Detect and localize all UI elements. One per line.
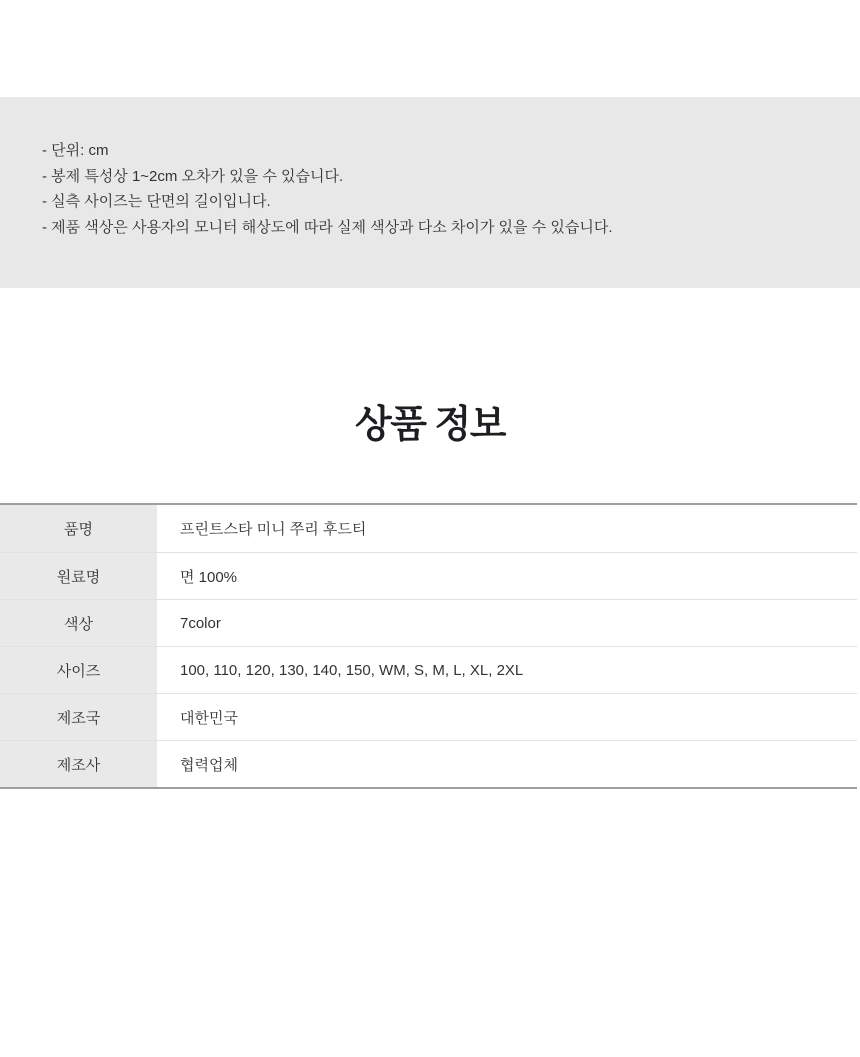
notice-line: - 봉제 특성상 1~2cm 오차가 있을 수 있습니다. bbox=[42, 167, 344, 185]
row-label: 색상 bbox=[0, 600, 157, 646]
row-value: 프린트스타 미니 쭈리 후드티 bbox=[180, 521, 367, 538]
notice-line: - 단위: cm bbox=[42, 142, 109, 159]
product-info-table bbox=[0, 503, 857, 789]
table-row bbox=[0, 646, 857, 693]
notice-line: - 제품 색상은 사용자의 모니터 해상도에 따라 실제 색상과 다소 차이가 있을 수 있습니다. bbox=[42, 218, 613, 236]
row-value: 협력업체 bbox=[180, 756, 238, 774]
table-row bbox=[0, 693, 857, 740]
table-row bbox=[0, 740, 857, 787]
row-label: 원료명 bbox=[0, 553, 157, 599]
row-value: 대한민국 bbox=[180, 709, 238, 727]
row-label: 제조국 bbox=[0, 694, 157, 740]
table-row bbox=[0, 552, 857, 599]
size-notice-box bbox=[0, 97, 860, 288]
row-value: 100, 110, 120, 130, 140, 150, WM, S, M, L, XL, 2XL bbox=[180, 661, 524, 679]
row-value: 7color bbox=[180, 614, 221, 632]
page-title: 상품 정보 bbox=[355, 404, 505, 446]
table-row bbox=[0, 599, 857, 646]
row-label: 사이즈 bbox=[0, 647, 157, 693]
notice-line: - 실측 사이즈는 단면의 길이입니다. bbox=[42, 193, 271, 210]
row-label: 제조사 bbox=[0, 741, 157, 787]
row-label: 품명 bbox=[0, 505, 157, 552]
row-value: 면 100% bbox=[180, 568, 238, 586]
table-row bbox=[0, 505, 857, 552]
